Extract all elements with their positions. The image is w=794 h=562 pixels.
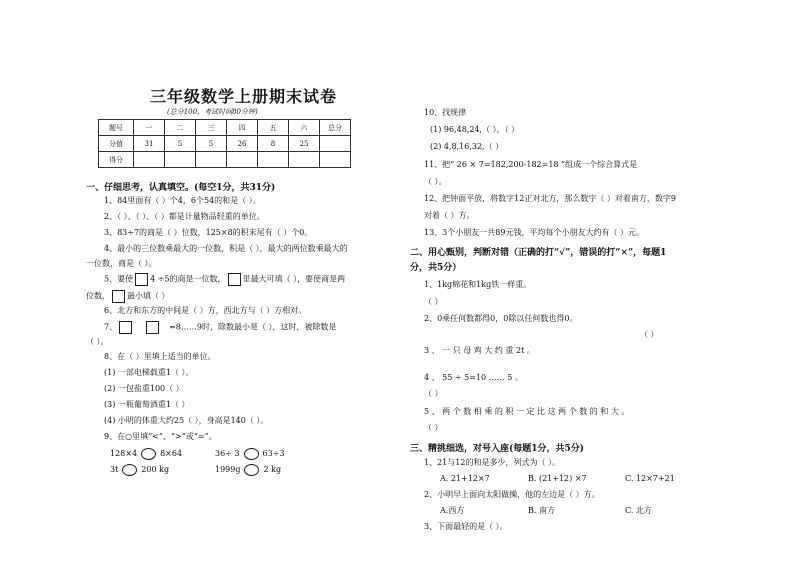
question-8: 8、在（ ）里填上适当的单位。 [104, 352, 216, 361]
compare-left: 128×4 [110, 449, 138, 458]
table-cell: 得分 [99, 152, 134, 168]
choice-1: 1、21与12的和是多少，列式为（ ）。 [424, 458, 560, 467]
question-4: 4、最小的三位数乘最大的一位数，积是（ ），最大的两位数乘最大的 [104, 244, 348, 253]
question-12-cont: 对着（ ）方。 [424, 211, 475, 220]
q5-text: 4 ÷5的商是一位数， [150, 274, 226, 284]
compare-item [110, 448, 182, 460]
table-row [99, 136, 351, 152]
q7-text: =8……9时，除数最小是（ ），这时，被除数是 [169, 322, 337, 332]
blank-box[interactable] [228, 273, 241, 286]
table-cell [134, 152, 165, 168]
choice-1-option-c[interactable]: C. 12×7+21 [625, 474, 675, 483]
section-2-heading-cont: 分，共5分） [410, 263, 462, 273]
choice-1-option-a[interactable]: A. 21+12×7 [440, 474, 490, 483]
choice-3: 3、下面最轻的是（ ）。 [424, 522, 508, 531]
compare-right: 8×64 [160, 449, 183, 458]
judge-4-answer[interactable]: （ ） [424, 389, 443, 398]
section-1-heading: 一、仔细思考，认真填空。(每空1分，共31分) [86, 183, 276, 193]
question-8-2: (2) 一包盐重100（ ） [104, 384, 184, 393]
table-cell [258, 152, 289, 168]
question-4-cont: 一位数，商是（ ）。 [86, 259, 157, 268]
question-1: 1、84里面有（ ）个4，6个54的和是（ ）。 [104, 196, 261, 205]
question-13: 13、3个小朋友一共89元钱，平均每个小朋友大约有（ ）元。 [424, 228, 644, 237]
judge-3: 3 、 一 只 母 鸡 大 约 重 2t 。 [424, 346, 535, 355]
question-10-2: (2) 4,8,16,32,（ ） [430, 142, 504, 151]
table-cell: 31 [134, 136, 165, 152]
choice-2-option-b[interactable]: B. 南方 [528, 506, 555, 515]
question-8-1: (1) 一部电梯载重1（ ）。 [104, 368, 194, 377]
table-row [99, 120, 351, 136]
table-cell: 题号 [99, 120, 134, 136]
section-3-heading: 三、精挑细选，对号入座(每题1分，共5分) [410, 444, 585, 454]
blank-box[interactable] [135, 273, 148, 286]
table-cell: 一 [134, 120, 165, 136]
table-cell: 二 [165, 120, 196, 136]
table-cell [227, 152, 258, 168]
choice-1-option-b[interactable]: B. (21+12) ×7 [528, 474, 587, 483]
judge-1-answer[interactable]: （ ） [424, 297, 443, 306]
question-6: 6、北方和东方的中间是（ ）方，西北方与（ ）方相对。 [104, 306, 307, 315]
table-cell [196, 152, 227, 168]
question-7-cont: （ ）。 [86, 337, 109, 346]
q5-text: 5、要使 [104, 274, 134, 284]
question-12: 12、把钟面平放，将数字12正对北方，那么数字（ ）对着南方，数字9 [424, 194, 676, 203]
table-cell: 五 [258, 120, 289, 136]
judge-1: 1、1kg棉花和1kg铁一样重。 [424, 280, 532, 289]
choice-2-option-c[interactable]: C. 北方 [625, 506, 652, 515]
compare-left: 3t [110, 465, 119, 474]
compare-circle[interactable] [122, 464, 137, 476]
blank-box[interactable] [112, 290, 125, 303]
question-2: 2、（ ）、（ ）、（ ）都是计量物品轻重的单位。 [104, 212, 265, 221]
blank-box[interactable] [146, 321, 159, 334]
question-3: 3、83÷7的商是（ ）位数，125×8的积末尾有（ ）个0。 [104, 228, 313, 237]
compare-right: 63÷3 [262, 449, 285, 458]
q5-text: 最小填（ ） [127, 291, 170, 301]
question-11-cont: （ ）。 [424, 177, 447, 186]
table-cell: 8 [258, 136, 289, 152]
judge-2: 2、0乘任何数都得0，0除以任何数也得0。 [424, 314, 578, 323]
judge-4: 4 、 55 ÷ 5=10 …… 5 。 [424, 373, 523, 382]
choice-2: 2、小明早上面向太阳做操，他的左边是（ ）方。 [424, 490, 600, 499]
question-5-cont [86, 290, 170, 303]
table-cell: 六 [289, 120, 320, 136]
table-cell: 26 [227, 136, 258, 152]
compare-item [215, 464, 281, 476]
question-10: 10、找规律 [424, 108, 467, 117]
table-cell: 四 [227, 120, 258, 136]
q5-text: 里最大可填（ ），要使商是两 [242, 274, 346, 284]
compare-right: 2 kg [263, 465, 282, 474]
table-cell [320, 136, 351, 152]
question-11: 11、把“ 26 × 7=182,200-182=18 ”组成一个综合算式是 [424, 160, 638, 169]
question-8-4: (4) 小明的体重大约25（ ），身高是140（ ）。 [104, 416, 269, 425]
judge-3-answer[interactable]: （ ） [640, 330, 659, 339]
question-7 [104, 321, 337, 334]
compare-circle[interactable] [244, 464, 259, 476]
score-table [98, 119, 351, 168]
blank-box[interactable] [119, 321, 132, 334]
choice-2-option-a[interactable]: A.西方 [440, 506, 465, 515]
compare-left: 36÷ 3 [215, 449, 240, 458]
compare-circle[interactable] [244, 448, 259, 460]
table-cell [320, 152, 351, 168]
exam-subtitle: (总分100，考试时间80分钟) [167, 108, 258, 116]
compare-right: 200 kg [141, 465, 170, 474]
table-cell: 5 [196, 136, 227, 152]
table-row [99, 152, 351, 168]
section-2-heading: 二、用心甄别，判断对错（正确的打“√”，错误的打“×”，每题1 [410, 248, 667, 258]
question-9: 9、在○里填“<”、“>”或“=”。 [104, 432, 217, 441]
table-cell: 25 [289, 136, 320, 152]
compare-circle[interactable] [141, 448, 156, 460]
question-8-3: (3) 一瓶葡萄酒重1（ ） [104, 400, 190, 409]
table-cell: 三 [196, 120, 227, 136]
compare-item [215, 448, 285, 460]
table-cell: 5 [165, 136, 196, 152]
compare-item [110, 464, 169, 476]
compare-left: 1999g [215, 465, 241, 474]
judge-5: 5 、 两 个 数 相 乘 的 积 一 定 比 这 两 个 数 的 和 大 。 [424, 407, 630, 416]
q7-text: 7、 [104, 322, 118, 332]
judge-5-answer[interactable]: （ ） [424, 423, 443, 432]
table-cell [289, 152, 320, 168]
table-cell: 分值 [99, 136, 134, 152]
question-5 [104, 273, 345, 286]
table-cell: 总分 [320, 120, 351, 136]
q5-text: 位数， [86, 291, 110, 301]
table-cell [165, 152, 196, 168]
question-10-1: (1) 96,48,24,（ ），（ ） [430, 125, 520, 134]
page-title: 三年级数学上册期末试卷 [150, 87, 338, 106]
